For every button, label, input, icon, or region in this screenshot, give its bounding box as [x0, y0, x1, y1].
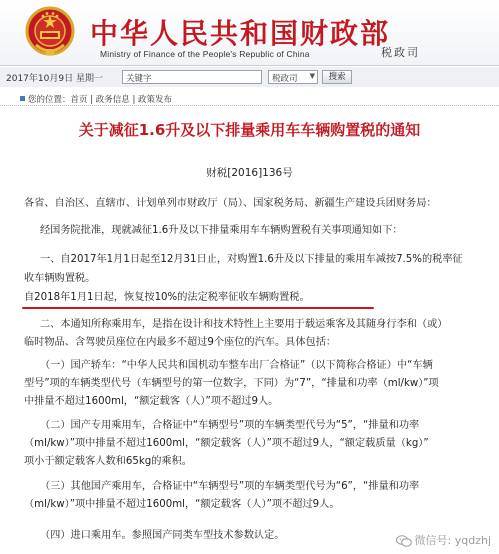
paragraph-5-line-2: （ml/kw）”项中排量不超过1600ml，“额定载客（人）”项不超过9人。 — [24, 499, 340, 510]
paragraph-4-line-3: 项小于额定载客人数和65kg的乘积。 — [24, 456, 192, 467]
paragraph-4-line-2: （ml/kw）”项中排量不超过1600ml，“额定载客（人）”项不超过9人，“额定载质量（kg）” — [24, 438, 429, 449]
national-emblem-icon — [24, 5, 76, 59]
keyword-input[interactable]: 关键字 — [122, 70, 262, 84]
paragraph-6-line-1: （四）进口乘用车。参照国产同类车型技术参数认定。 — [40, 530, 285, 541]
paragraph-2-line-2: 临时物品、含驾驶员座位在内最多不超过9个座位的汽车。具体包括： — [24, 337, 337, 348]
scope-select-value: 税政司 — [272, 74, 298, 84]
site-title: 中华人民共和国财政部 — [90, 17, 391, 50]
paragraph-3-line-3: 中排量不超过1600ml，“额定载客（人）”项不超过9人。 — [24, 396, 279, 407]
search-bar — [0, 67, 499, 87]
current-date: 2017年10月9日 星期一 — [6, 74, 103, 84]
search-button[interactable]: 搜索 — [322, 70, 352, 84]
article-title: 关于减征1.6升及以下排量乘用车车辆购置税的通知 — [78, 121, 421, 139]
paragraph-3-line-2: 型号”项的车辆类型代号（车辆型号的第一位数字，下同）为“7”，“排量和功率（ml/kw）”项 — [24, 378, 439, 389]
breadcrumb-bullet-icon — [20, 96, 25, 101]
site-header — [0, 0, 499, 66]
watermark-text: 微信号: yqdzhj — [414, 534, 491, 547]
paragraph-1-line-1: 一、自2017年1月1日起至12月31日止，对购置1.6升及以下排量的乘用车减按7.5%的税率征 — [40, 254, 463, 265]
intro-line: 经国务院批准，现就减征1.6升及以下排量乘用车车辆购置税有关事项通知如下： — [40, 225, 403, 236]
paragraph-2-line-1: 二、本通知所称乘用车，是指在设计和技术特性上主要用于载运乘客及其随身行李和（或） — [40, 319, 448, 330]
site-title-english: Ministry of Finance of the People's Republic of China — [100, 49, 310, 59]
highlight-underline — [22, 307, 374, 309]
breadcrumb-label: 您的位置： — [28, 95, 71, 105]
breadcrumb-path[interactable]: 首页 | 政务信息 | 政策发布 — [70, 95, 173, 105]
chevron-down-icon: ▼ — [309, 72, 315, 80]
paragraph-5-line-1: （三）其他国产乘用车，合格证中“车辆型号”项的车辆类型代号为“6”，“排量和功率 — [40, 481, 420, 492]
recipients-line: 各省、自治区、直辖市、计划单列市财政厅（局）、国家税务局、新疆生产建设兵团财务局： — [24, 198, 437, 209]
document-number: 财税[2016]136号 — [206, 167, 293, 179]
wechat-icon — [396, 535, 412, 547]
wechat-watermark — [396, 532, 491, 548]
paragraph-1-line-2: 收车辆购置税。 — [24, 273, 96, 284]
paragraph-3-line-1: （一）国产轿车：“中华人民共和国机动车整车出厂合格证”（以下简称合格证）中“车辆 — [40, 360, 433, 371]
breadcrumb — [0, 90, 499, 106]
scope-select[interactable] — [268, 70, 318, 84]
department-name: 税政司 — [381, 46, 420, 59]
paragraph-1-highlight: 自2018年1月1日起，恢复按10%的法定税率征收车辆购置税。 — [24, 292, 310, 303]
paragraph-4-line-1: （二）国产专用乘用车，合格证中“车辆型号”项的车辆类型代号为“5”，“排量和功率 — [40, 420, 420, 431]
